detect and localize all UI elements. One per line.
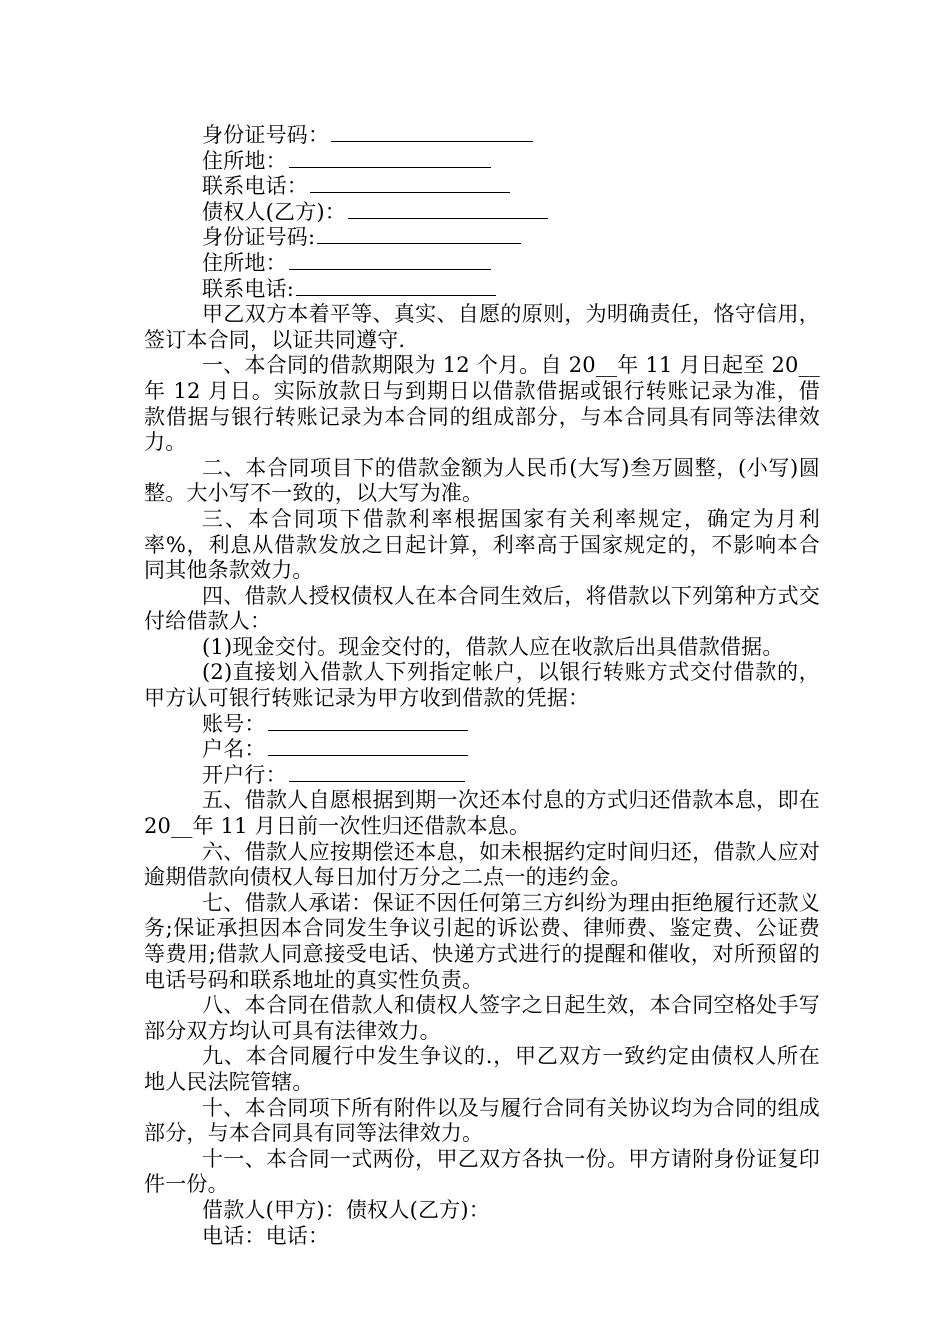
clause-2: 二、本合同项目下的借款金额为人民币(大写)叁万圆整，(小写)圆整。大小写不一致的，以大写为准。	[144, 455, 820, 506]
blank-line	[268, 737, 468, 756]
clause-4: 四、借款人授权债权人在本合同生效后，将借款以下列第种方式交付给借款人：	[144, 583, 820, 634]
clause-6: 六、借款人应按期偿还本息，如未根据约定时间归还，借款人应对逾期借款向债权人每日加付万分之二点一的违约金。	[144, 839, 820, 890]
creditor-field: 债权人(乙方)：	[144, 200, 820, 226]
address-field-b: 住所地：	[144, 251, 820, 277]
address-field-a: 住所地：	[144, 149, 820, 175]
intro-paragraph: 甲乙双方本着平等、真实、自愿的原则，为明确责任，恪守信用，签订本合同，以证共同遵守.	[144, 302, 820, 352]
phone-field-b: 联系电话:	[144, 277, 820, 303]
clause-1: 一、本合同的借款期限为 12 个月。自 20__年 11 月日起至 20__年 12 月日。实际放款日与到期日以借款借据或银行转账记录为准，借款借据与银行转账记录为本合同的组成部分，与本合同具有同等法律效力。	[144, 353, 820, 455]
phone-field-a: 联系电话：	[144, 174, 820, 200]
blank-line	[310, 174, 510, 193]
clause-9: 九、本合同履行中发生争议的.，甲乙双方一致约定由债权人所在地人民法院管辖。	[144, 1044, 820, 1094]
signature-parties: 借款人(甲方)：债权人(乙方)：	[202, 1197, 490, 1222]
blank-line	[317, 225, 521, 244]
blank-line	[331, 123, 533, 142]
id-number-field-a: 身份证号码：	[144, 123, 820, 149]
blank-line	[289, 251, 491, 270]
clause-8: 八、本合同在借款人和债权人签字之日起生效，本合同空格处手写部分双方均认可具有法律效力。	[144, 993, 820, 1043]
blank-line	[289, 149, 491, 168]
account-name-field: 户名：	[144, 737, 820, 763]
blank-line	[268, 712, 468, 731]
clause-7: 七、借款人承诺：保证不因任何第三方纠纷为理由拒绝履行还款义务;保证承担因本合同发生争议引起的诉讼费、律师费、鉴定费、公证费等费用;借款人同意接受电话、快递方式进行的提醒和催收，对所预留的电话号码和联系地址的真实性负责。	[144, 890, 820, 992]
bank-field: 开户行：	[144, 763, 820, 789]
blank-line	[348, 200, 548, 219]
account-number-field: 账号：	[144, 712, 820, 738]
id-number-field-b: 身份证号码:	[144, 225, 820, 251]
clause-5: 五、借款人自愿根据到期一次还本付息的方式归还借款本息，即在 20__年 11 月日前一次性归还借款本息。	[144, 788, 820, 839]
clause-11: 十一、本合同一式两份，甲乙双方各执一份。甲方请附身份证复印件一份。	[144, 1146, 820, 1197]
signature-phones: 电话：电话：	[202, 1223, 330, 1248]
clause-10: 十、本合同项下所有附件以及与履行合同有关协议均为合同的组成部分，与本合同具有同等法律效力。	[144, 1095, 820, 1146]
clause-3: 三、本合同项下借款利率根据国家有关利率规定，确定为月利率%，利息从借款发放之日起计算，利率高于国家规定的，不影响本合同其他条款效力。	[144, 506, 820, 583]
clause-4-option-1: (1)现金交付。现金交付的，借款人应在收款后出具借款借据。	[202, 634, 784, 659]
blank-line	[296, 277, 496, 296]
clause-4-option-2: (2)直接划入借款人下列指定帐户，以银行转账方式交付借款的，甲方认可银行转账记录为甲方收到借款的凭据：	[144, 660, 820, 711]
blank-line	[289, 763, 465, 782]
contract-page	[144, 123, 820, 1249]
